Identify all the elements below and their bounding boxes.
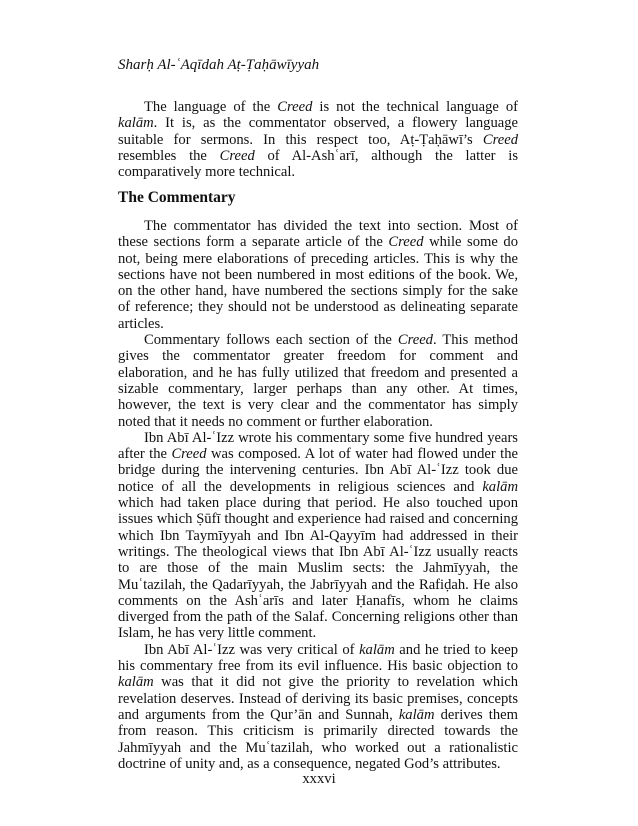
paragraph-2: Commentary follows each section of the Creed. This method gives the commentator greater freedom for comment and elaboration, and he has fully utilized that freedom and presented a sizable commentary, larger perhaps than any other. At times, however, the text is very clear and the commentator has simply noted that it needs no comment or further elaboration. — [118, 332, 519, 430]
italic-term: Creed — [171, 446, 207, 463]
italic-term: kalām — [118, 115, 154, 132]
running-head: Sharḥ Al-ʿAqīdah Aṭ-Ṭaḥāwīyyah — [118, 57, 320, 73]
italic-term: Creed — [397, 332, 433, 349]
paragraph-1: The commentator has divided the text into section. Most of these sections form a separate article of the Creed while some do not, being mere elaborations of preceding articles. This is why the sections have not been numbered in most editions of the book. We, on the other hand, have numbered the sections simply for the sake of reference; they should not be understood as delineating separate articles. — [118, 218, 518, 332]
paragraph-4: Ibn Abī Al-ʿIzz was very critical of kalām and he tried to keep his commentary free from its evil influence. His basic objection to kalām was that it did not give the priority to revelation which revelation deserves. Instead of deriving its basic premises, concepts and arguments from the Qur’ān and Sunnah, kalām derives them from reason. This criticism is primarily directed towards the Jahmīyyah and the Muʿtazilah, who worked out a rationalistic doctrine of unity and, as a consequence, negated God’s attributes. — [118, 641, 519, 772]
paragraph-3: Ibn Abī Al-ʿIzz wrote his commentary some five hundred years after the Creed was composed. A lot of water had flowed under the bridge during the intervening centuries. Ibn Abī Al-ʿIzz took due notice of all the developments in religious sciences and kalām which had taken place during that period. He also touched upon issues which Ṣūfī thought and experience had raised and concerning which Ibn Taymīyyah and Ibn Al-Qayyīm had addressed in their writings. The theological views that Ibn Abī Al-ʿIzz usually reacts to are those of the main Muslim sects: the Jahmīyyah, the Muʿtazilah, the Qadarīyyah, the Jabrīyyah and the Rafiḍah. He also comments on the Ashʿarīs and later Ḥanafīs, whom he claims diverged from the path of the Salaf. Concerning religions other than Islam, he has very little comment. — [118, 429, 518, 642]
italic-term: kalām — [359, 641, 395, 658]
italic-term: kalām — [118, 674, 154, 691]
intro-text-block — [118, 99, 518, 180]
italic-term: Creed — [219, 147, 255, 164]
commentary-text-block — [118, 218, 518, 772]
paragraph-intro: The language of the Creed is not the technical language of kalām. It is, as the commentator observed, a flowery language suitable for sermons. In this respect too, Aṭ-Ṭaḥāwī’s Creed resembles the Creed of Al-Ashʿarī, although the latter is comparatively more technical. — [118, 99, 518, 181]
section-heading: The Commentary — [118, 189, 236, 206]
italic-term: Creed — [388, 234, 424, 251]
italic-term: kalām — [482, 478, 518, 495]
italic-term: Creed — [277, 99, 313, 115]
italic-term: Creed — [482, 131, 518, 148]
italic-term: kalām — [398, 706, 435, 723]
page-number: xxxvi — [302, 771, 336, 787]
